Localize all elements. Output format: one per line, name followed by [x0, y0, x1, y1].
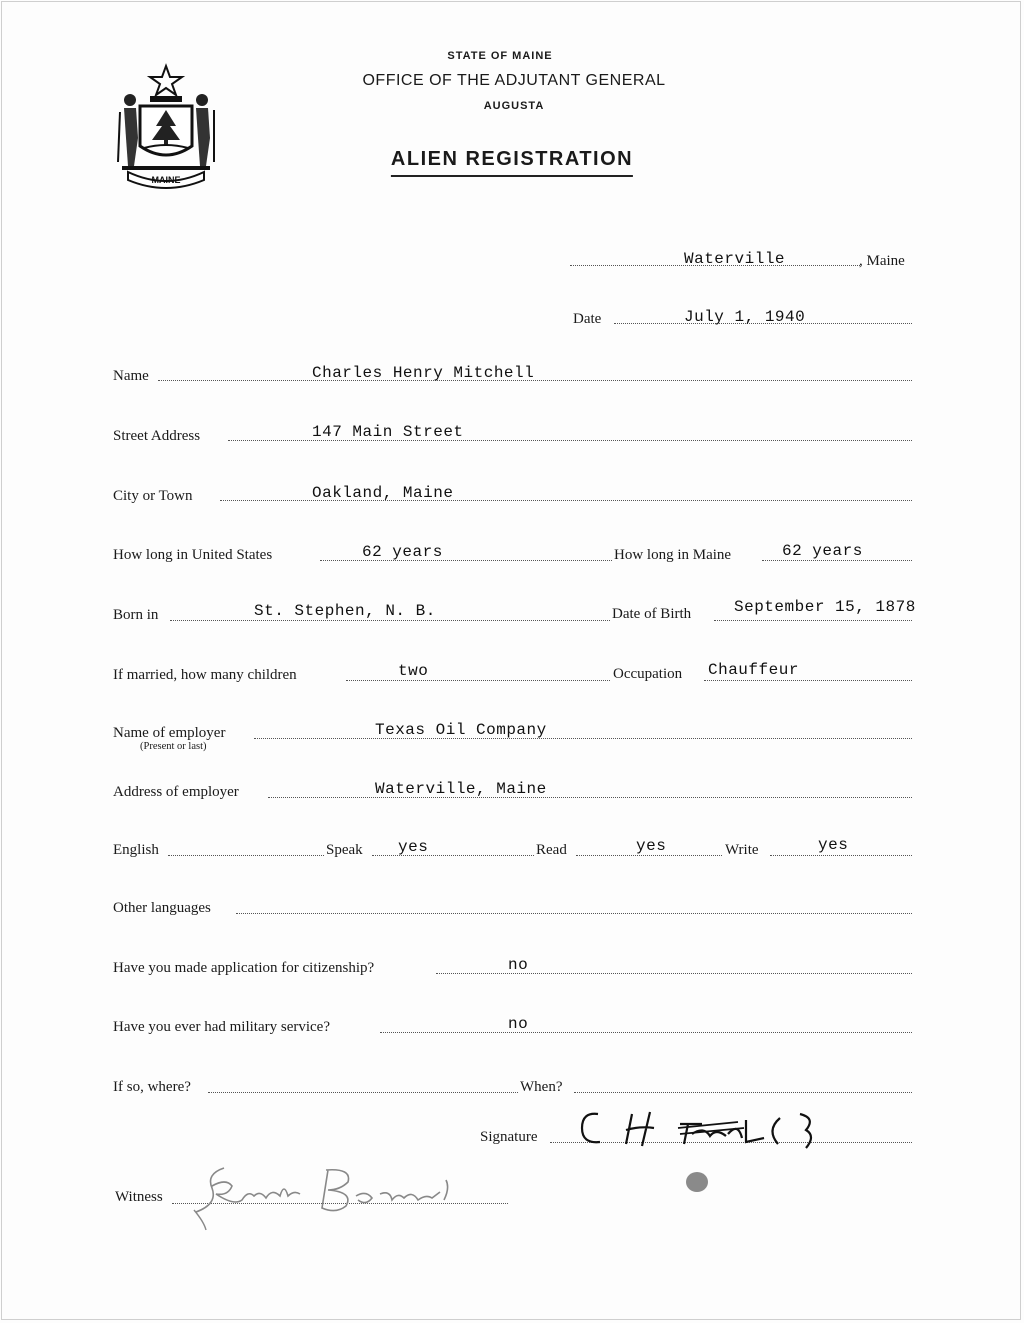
employer-label: Name of employer — [113, 725, 226, 741]
speak-value: yes — [398, 838, 429, 856]
other-languages-label: Other languages — [113, 900, 211, 916]
form-title: ALIEN REGISTRATION — [391, 148, 633, 177]
english-label: English — [113, 842, 159, 858]
page-border — [1, 1, 1021, 1320]
children-line — [346, 680, 610, 681]
employer-address-label: Address of employer — [113, 784, 239, 800]
children-label: If married, how many children — [113, 667, 297, 683]
employer-value: Texas Oil Company — [375, 721, 547, 739]
write-label: Write — [725, 842, 759, 858]
where-label: If so, where? — [113, 1079, 191, 1095]
place-state-label: , Maine — [859, 253, 905, 269]
born-value: St. Stephen, N. B. — [254, 602, 436, 620]
city-value: Oakland, Maine — [312, 484, 454, 502]
street-label: Street Address — [113, 428, 201, 444]
citizenship-value: no — [508, 956, 529, 974]
military-line — [380, 1032, 912, 1033]
speak-line — [372, 855, 534, 856]
header-state: STATE OF MAINE — [447, 50, 553, 62]
occupation-label: Occupation — [613, 666, 683, 682]
english-line — [168, 855, 324, 856]
us-years-label: How long in United States — [113, 547, 273, 563]
military-label: Have you ever had military service? — [113, 1019, 330, 1035]
name-line — [158, 380, 912, 381]
name-label: Name — [113, 368, 149, 384]
employer-address-value: Waterville, Maine — [375, 780, 547, 798]
maine-state-seal-icon — [110, 62, 222, 190]
us-years-value: 62 years — [362, 543, 443, 561]
place-city-value: Waterville — [684, 250, 786, 268]
signature-label: Signature — [480, 1129, 538, 1145]
citizenship-label: Have you made application for citizenship? — [113, 960, 375, 976]
dob-label: Date of Birth — [612, 606, 692, 622]
employer-sublabel: (Present or last) — [140, 741, 207, 752]
read-value: yes — [636, 837, 667, 855]
write-line — [770, 855, 912, 856]
witness-label: Witness — [115, 1189, 163, 1205]
occupation-line — [704, 680, 912, 681]
date-value: July 1, 1940 — [684, 308, 806, 326]
maine-years-value: 62 years — [782, 542, 863, 560]
where-line — [208, 1092, 518, 1093]
witness-handwriting — [176, 1160, 476, 1232]
date-label: Date — [573, 311, 602, 327]
born-line — [170, 620, 610, 621]
maine-years-label: How long in Maine — [614, 547, 732, 563]
street-value: 147 Main Street — [312, 423, 464, 441]
ink-blot — [686, 1172, 708, 1192]
read-line — [576, 855, 722, 856]
when-label: When? — [520, 1079, 563, 1095]
maine-years-line — [762, 560, 912, 561]
other-languages-line — [236, 913, 912, 914]
occupation-value: Chauffeur — [708, 661, 799, 679]
signature-handwriting — [570, 1100, 850, 1160]
employer-address-line — [268, 797, 912, 798]
military-value: no — [508, 1015, 529, 1033]
speak-label: Speak — [326, 842, 363, 858]
when-line — [574, 1092, 912, 1093]
write-value: yes — [818, 836, 849, 854]
born-label: Born in — [113, 607, 159, 623]
employer-line — [254, 738, 912, 739]
name-value: Charles Henry Mitchell — [312, 364, 535, 382]
dob-line — [714, 620, 912, 621]
read-label: Read — [536, 842, 567, 858]
seal-banner-text: MAINE — [151, 175, 181, 185]
city-label: City or Town — [113, 488, 193, 504]
header-office: OFFICE OF THE ADJUTANT GENERAL — [362, 72, 666, 89]
header-city: AUGUSTA — [483, 100, 545, 112]
dob-value: September 15, 1878 — [734, 598, 916, 616]
children-value: two — [398, 662, 429, 680]
